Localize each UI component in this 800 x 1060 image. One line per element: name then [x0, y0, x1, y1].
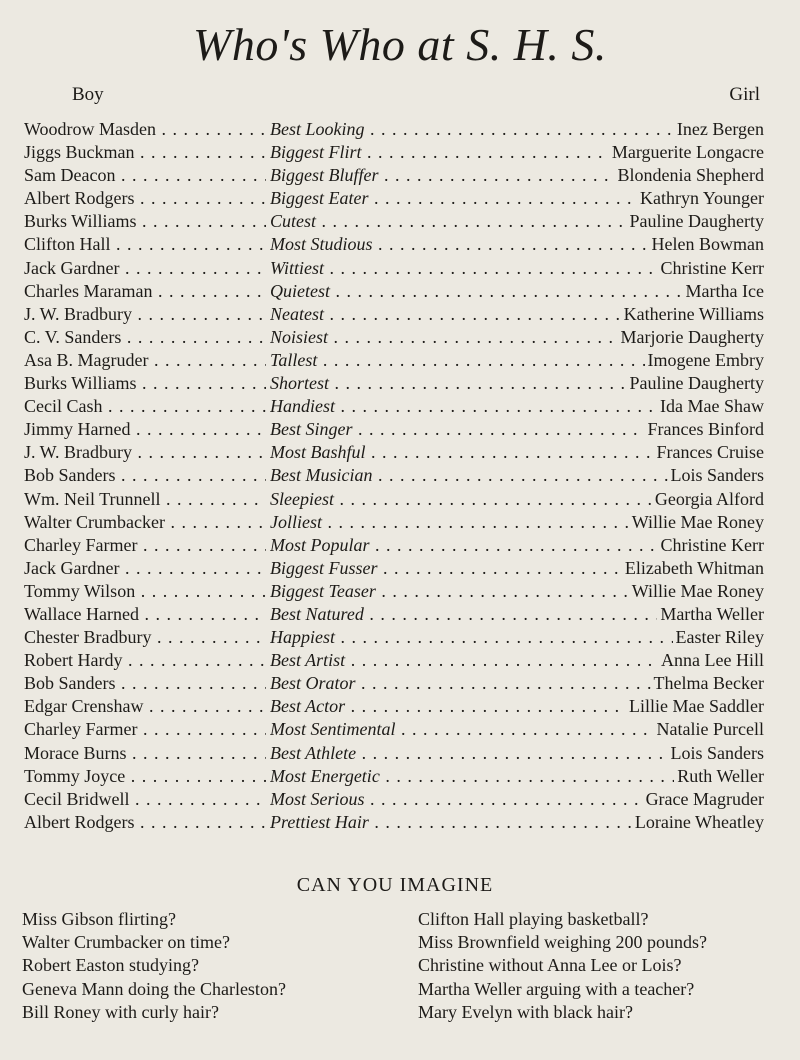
superlative-title: Biggest Flirt . . .	[270, 141, 764, 164]
boy-name: Albert Rodgers . . .	[24, 811, 266, 834]
superlative-title: Biggest Bluffer . . .	[270, 164, 764, 187]
girl-name: Frances Cruise	[654, 441, 764, 464]
girl-name: Christine Kerr	[658, 257, 764, 280]
superlative-title: Biggest Eater . . .	[270, 187, 764, 210]
girl-name: Natalie Purcell	[654, 718, 764, 741]
imagine-item: Miss Gibson flirting?	[22, 909, 177, 929]
superlative-row	[24, 811, 764, 834]
girl-name: Thelma Becker	[651, 672, 764, 695]
superlative-row	[24, 349, 764, 372]
superlative-title: Most Sentimental . . .	[270, 718, 764, 741]
superlative-row	[24, 626, 764, 649]
superlative-title: Tallest . . .	[270, 349, 764, 372]
imagine-item: Clifton Hall playing basketball?	[418, 909, 649, 929]
imagine-list-right	[418, 908, 707, 1024]
boy-name: J. W. Bradbury . . .	[24, 303, 266, 326]
boy-name: Bob Sanders . . .	[24, 672, 266, 695]
imagine-item: Martha Weller arguing with a teacher?	[418, 978, 695, 999]
superlatives-list	[24, 118, 764, 834]
superlative-title: Cutest . . .	[270, 210, 764, 233]
superlative-row	[24, 718, 764, 741]
boy-name: Jack Gardner . . .	[24, 257, 266, 280]
girl-name: Lillie Mae Saddler	[626, 695, 764, 718]
boy-name: C. V. Sanders . . .	[24, 326, 266, 349]
girl-name: Anna Lee Hill	[658, 649, 764, 672]
superlative-row	[24, 395, 764, 418]
superlative-row	[24, 303, 764, 326]
boy-name: Sam Deacon . . .	[24, 164, 266, 187]
boy-name: J. W. Bradbury . . .	[24, 441, 266, 464]
can-you-imagine-heading: CAN YOU IMAGINE	[296, 874, 494, 896]
boy-name: Jimmy Harned . . .	[24, 418, 266, 441]
boy-name: Wm. Neil Trunnell . . .	[24, 488, 266, 511]
girl-name: Katherine Williams	[621, 303, 764, 326]
superlative-row	[24, 580, 764, 603]
boy-name: Burks Williams . . .	[24, 372, 266, 395]
superlative-title: Biggest Fusser . . .	[270, 557, 764, 580]
boy-name: Robert Hardy . . .	[24, 649, 266, 672]
superlative-row	[24, 649, 764, 672]
superlative-title: Quietest . . .	[270, 280, 764, 303]
superlative-title: Noisiest . . .	[270, 326, 764, 349]
superlative-row	[24, 695, 764, 718]
boy-name: Bob Sanders . . .	[24, 464, 266, 487]
girl-name: Imogene Embry	[645, 349, 764, 372]
boy-name: Walter Crumbacker . . .	[24, 511, 266, 534]
boy-name: Cecil Cash . . .	[24, 395, 266, 418]
superlative-row	[24, 765, 764, 788]
superlative-row	[24, 788, 764, 811]
boy-name: Morace Burns . . .	[24, 742, 266, 765]
superlative-title: Biggest Teaser . . .	[270, 580, 764, 603]
superlative-row	[24, 557, 764, 580]
girl-name: Martha Weller	[657, 603, 764, 626]
superlative-row	[24, 464, 764, 487]
girl-name: Elizabeth Whitman	[622, 557, 764, 580]
boy-name: Clifton Hall . . .	[24, 233, 266, 256]
superlative-title: Most Studious . . .	[270, 233, 764, 256]
superlative-title: Sleepiest . . .	[270, 488, 764, 511]
superlative-title: Neatest . . .	[270, 303, 764, 326]
boy-name: Charley Farmer . . .	[24, 534, 266, 557]
girl-column-header: Girl	[729, 84, 760, 105]
superlative-row	[24, 511, 764, 534]
girl-name: Lois Sanders	[668, 464, 765, 487]
imagine-item: Robert Easton studying?	[22, 955, 199, 976]
imagine-item: Miss Brownfield weighing 200 pounds?	[418, 932, 707, 953]
boy-name: Tommy Joyce . . .	[24, 765, 266, 788]
imagine-item: Christine without Anna Lee or Lois?	[418, 955, 682, 976]
superlative-title: Most Bashful . . .	[270, 441, 764, 464]
girl-name: Inez Bergen	[674, 118, 764, 141]
superlative-row	[24, 210, 764, 233]
superlative-title: Jolliest . . .	[270, 511, 764, 534]
superlative-title: Happiest . . .	[270, 626, 764, 649]
superlative-title: Wittiest . . .	[270, 257, 764, 280]
boy-name: Jack Gardner . . .	[24, 557, 266, 580]
superlative-row	[24, 488, 764, 511]
girl-name: Willie Mae Roney	[629, 580, 764, 603]
superlative-title: Shortest . . .	[270, 372, 764, 395]
imagine-item: Bill Roney with curly hair?	[22, 1001, 219, 1022]
superlative-row	[24, 372, 764, 395]
girl-name: Marjorie Daugherty	[618, 326, 764, 349]
imagine-list-left	[22, 908, 286, 1024]
girl-name: Helen Bowman	[649, 233, 764, 256]
superlative-title: Best Artist . . .	[270, 649, 764, 672]
boy-name: Chester Bradbury . . .	[24, 626, 266, 649]
boy-name: Tommy Wilson . . .	[24, 580, 266, 603]
girl-name: Martha Ice	[683, 280, 764, 303]
girl-name: Georgia Alford	[652, 488, 764, 511]
boy-name: Edgar Crenshaw . . .	[24, 695, 266, 718]
superlative-row	[24, 742, 764, 765]
superlative-row	[24, 672, 764, 695]
superlative-row	[24, 603, 764, 626]
superlative-title: Best Musician . . .	[270, 464, 764, 487]
boy-name: Cecil Bridwell . . .	[24, 788, 266, 811]
superlative-title: Handiest . . .	[270, 395, 764, 418]
imagine-item: Mary Evelyn with black hair?	[418, 1001, 633, 1022]
girl-name: Pauline Daugherty	[627, 210, 764, 233]
girl-name: Blondenia Shepherd	[615, 164, 764, 187]
superlative-row	[24, 418, 764, 441]
superlative-row	[24, 164, 764, 187]
superlative-row	[24, 118, 764, 141]
superlative-title: Best Actor . . .	[270, 695, 764, 718]
superlative-row	[24, 326, 764, 349]
girl-name: Marguerite Longacre	[609, 141, 764, 164]
girl-name: Frances Binford	[645, 418, 764, 441]
superlative-title: Most Popular . . .	[270, 534, 764, 557]
girl-name: Willie Mae Roney	[629, 511, 764, 534]
superlative-row	[24, 534, 764, 557]
boy-name: Charles Maraman . . .	[24, 280, 266, 303]
imagine-item: Walter Crumbacker on time?	[22, 932, 230, 953]
girl-name: Easter Riley	[673, 626, 764, 649]
boy-column-header: Boy	[72, 84, 104, 105]
page-title: Who's Who at S. H. S.	[193, 19, 607, 70]
girl-name: Ida Mae Shaw	[657, 395, 764, 418]
superlative-row	[24, 441, 764, 464]
boy-name: Albert Rodgers . . .	[24, 187, 266, 210]
girl-name: Ruth Weller	[674, 765, 764, 788]
boy-name: Jiggs Buckman . . .	[24, 141, 266, 164]
girl-name: Kathryn Younger	[637, 187, 764, 210]
superlative-row	[24, 141, 764, 164]
boy-name: Woodrow Masden . . .	[24, 118, 266, 141]
superlative-title: Best Singer . . .	[270, 418, 764, 441]
superlative-title: Most Serious . . .	[270, 788, 764, 811]
superlative-row	[24, 233, 764, 256]
boy-name: Wallace Harned . . .	[24, 603, 266, 626]
superlative-title: Best Athlete . . .	[270, 742, 764, 765]
superlative-title: Prettiest Hair . . .	[270, 811, 764, 834]
girl-name: Pauline Daugherty	[627, 372, 764, 395]
superlative-row	[24, 257, 764, 280]
superlative-row	[24, 187, 764, 210]
imagine-item: Geneva Mann doing the Charleston?	[22, 978, 286, 999]
superlative-title: Best Orator . . .	[270, 672, 764, 695]
superlative-title: Best Looking . . .	[270, 118, 764, 141]
girl-name: Christine Kerr	[658, 534, 764, 557]
girl-name: Loraine Wheatley	[632, 811, 764, 834]
superlative-title: Best Natured . . .	[270, 603, 764, 626]
girl-name: Grace Magruder	[643, 788, 764, 811]
superlative-title: Most Energetic . . .	[270, 765, 764, 788]
boy-name: Charley Farmer . . .	[24, 718, 266, 741]
girl-name: Lois Sanders	[668, 742, 765, 765]
boy-name: Asa B. Magruder . . .	[24, 349, 266, 372]
superlative-row	[24, 280, 764, 303]
boy-name: Burks Williams . . .	[24, 210, 266, 233]
